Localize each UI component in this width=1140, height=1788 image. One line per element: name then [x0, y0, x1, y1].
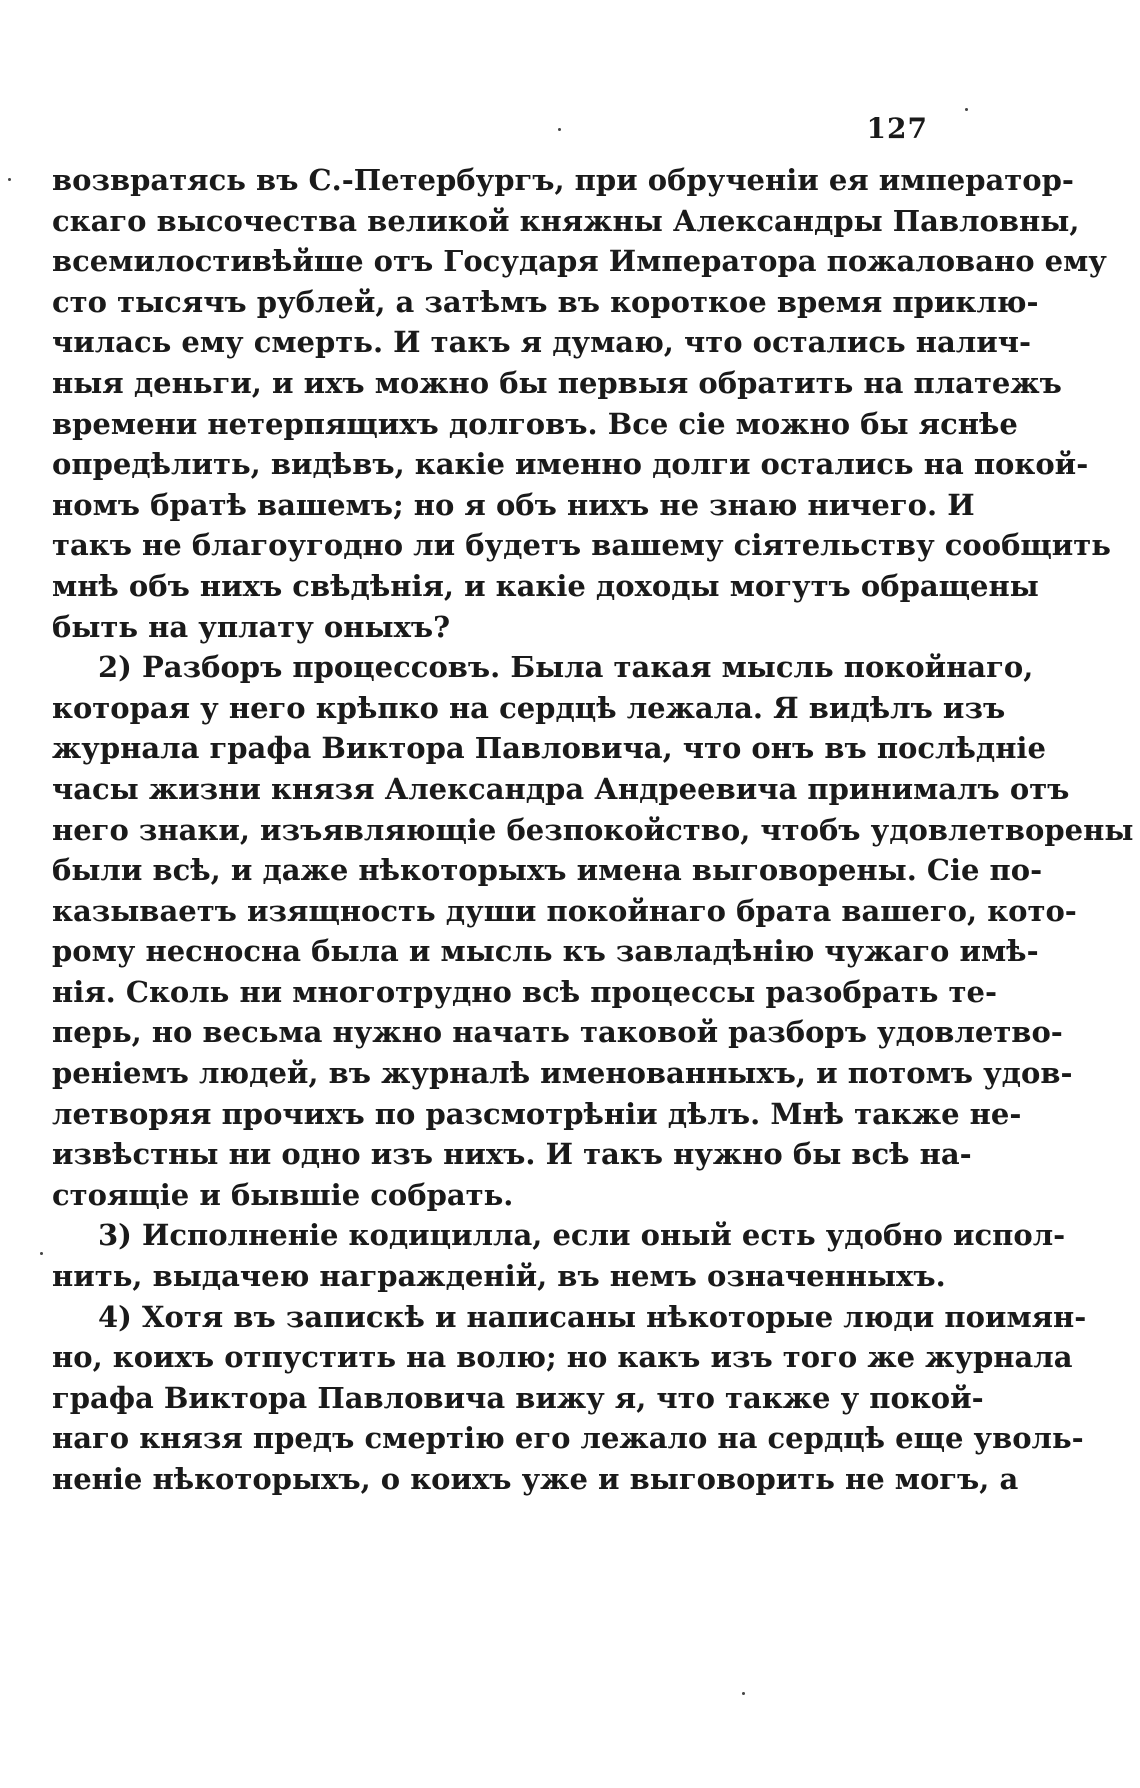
scan-speck [742, 1692, 745, 1695]
text-line: 3) Исполненіе кодицилла, если оный есть удобно испол- [98, 1218, 1066, 1253]
scan-speck [558, 128, 561, 131]
text-line: времени нетерпящихъ долговъ. Все сіе можно бы яснѣе [52, 406, 1018, 441]
text-line: перь, но весьма нужно начать таковой разборъ удовлетво- [52, 1015, 1063, 1050]
text-line: опредѣлить, видѣвъ, какіе именно долги остались на покой- [52, 447, 1089, 482]
text-line: наго князя предъ смертію его лежало на сердцѣ еще уволь- [52, 1421, 1084, 1456]
paragraph-3 [52, 1215, 1066, 1296]
text-line: быть на уплату оныхъ? [52, 609, 451, 644]
text-line: мнѣ объ нихъ свѣдѣнія, и какіе доходы могутъ обращены [52, 568, 1039, 603]
scan-speck [8, 178, 11, 181]
text-line: но, коихъ отпустить на волю; но какъ изъ того же журнала [52, 1340, 1073, 1375]
scan-speck [965, 108, 968, 111]
text-line: него знаки, изъявляющіе безпокойство, чтобъ удовлетворены [52, 812, 1134, 847]
text-line: реніемъ людей, въ журналѣ именованныхъ, и потомъ удов- [52, 1056, 1073, 1091]
text-line: возвратясь въ С.-Петербургъ, при обрученіи ея император- [52, 163, 1074, 197]
text-line: ныя деньги, и ихъ можно бы первыя обратить на платежъ [52, 365, 1062, 400]
paragraph-1 [52, 160, 1111, 647]
text-line: номъ братѣ вашемъ; но я объ нихъ не знаю ничего. И [52, 487, 975, 522]
page-number: 127 [866, 112, 928, 145]
scan-speck [40, 1252, 43, 1255]
text-line: всемилостивѣйше отъ Государя Императора пожаловано ему [52, 244, 1107, 279]
paragraph-4 [52, 1297, 1087, 1500]
paragraph-2 [52, 647, 1134, 1215]
text-line: скаго высочества великой княжны Александры Павловны, [52, 203, 1080, 238]
text-line: журнала графа Виктора Павловича, что онъ въ послѣдніе [52, 731, 1046, 766]
document-body [52, 160, 1134, 1500]
text-line: неніе нѣкоторыхъ, о коихъ уже и выговорить не могъ, а [52, 1462, 1019, 1496]
text-line: стоящіе и бывшіе собрать. [52, 1177, 514, 1212]
text-line: чилась ему смерть. И такъ я думаю, что остались налич- [52, 325, 1032, 360]
text-line: часы жизни князя Александра Андреевича принималъ отъ [52, 771, 1070, 806]
text-line: нить, выдачею награжденій, въ немъ означенныхъ. [52, 1259, 946, 1294]
text-line: рому несносна была и мысль къ завладѣнію чужаго имѣ- [52, 934, 1039, 969]
text-line: нія. Сколь ни многотрудно всѣ процессы разобрать те- [52, 974, 997, 1009]
text-line: летворяя прочихъ по разсмотрѣніи дѣлъ. Мнѣ также не- [52, 1096, 1022, 1131]
text-line: были всѣ, и даже нѣкоторыхъ имена выговорены. Сіе по- [52, 853, 1043, 888]
text-line: извѣстны ни одно изъ нихъ. И такъ нужно бы всѣ на- [52, 1137, 972, 1172]
text-line: сто тысячъ рублей, а затѣмъ въ короткое время приклю- [52, 284, 1039, 319]
text-line: такъ не благоугодно ли будетъ вашему сіятельству сообщить [52, 528, 1111, 563]
text-line: казываетъ изящность души покойнаго брата вашего, кото- [52, 893, 1077, 928]
text-line: графа Виктора Павловича вижу я, что также у покой- [52, 1380, 984, 1415]
text-line: 2) Разборъ процессовъ. Была такая мысль покойнаго, [98, 650, 1034, 685]
text-line: 4) Хотя въ запискѣ и написаны нѣкоторые люди поимян- [98, 1299, 1087, 1334]
text-line: которая у него крѣпко на сердцѣ лежала. Я видѣлъ изъ [52, 690, 1006, 725]
